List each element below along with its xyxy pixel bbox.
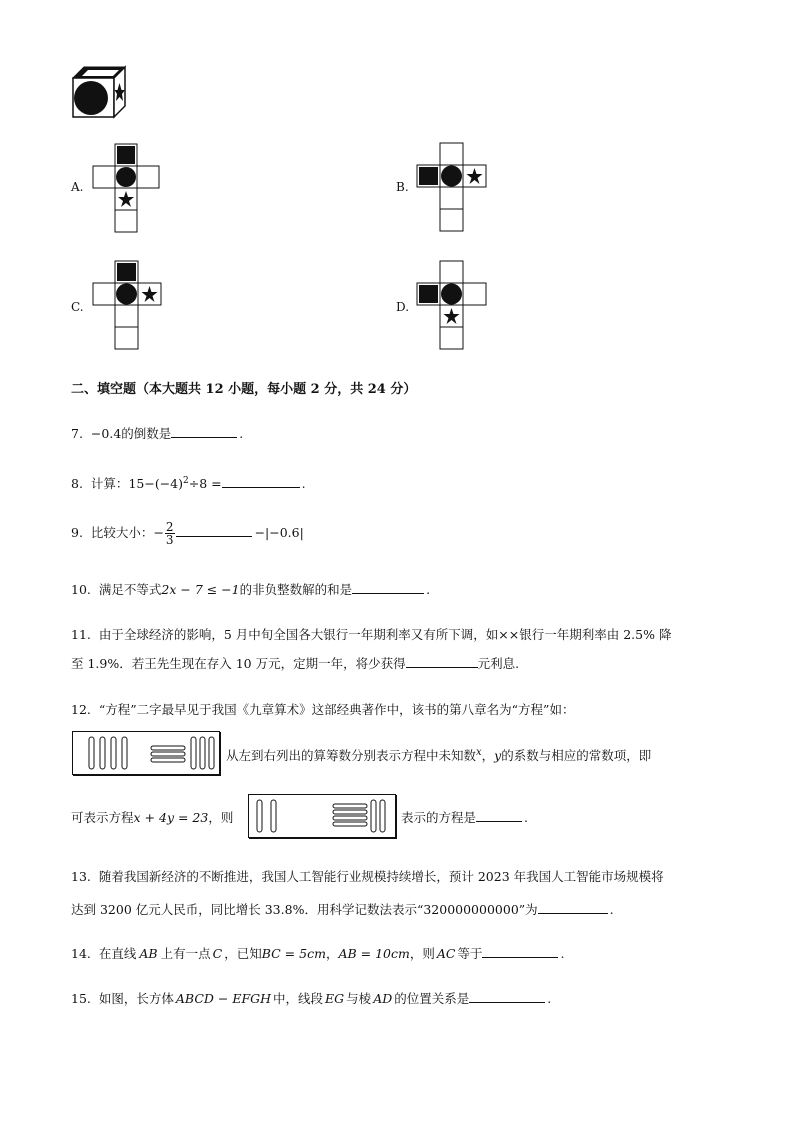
variable-x: x <box>476 746 482 758</box>
question-end: . <box>426 582 431 597</box>
cube-figure <box>70 64 130 120</box>
question-11-line-1 <box>71 625 671 643</box>
question-text: ，已知 <box>224 946 262 961</box>
answer-blank[interactable] <box>482 945 558 958</box>
question-number: 9. <box>71 525 83 540</box>
counting-rods-example <box>72 731 220 775</box>
math-expression: BC = 5cm <box>261 946 326 961</box>
answer-blank[interactable] <box>476 809 522 822</box>
circle-icon <box>116 167 136 187</box>
question-text: 等于 <box>457 946 483 961</box>
math-symbol: AD <box>373 991 393 1006</box>
question-number: 10. <box>71 582 91 597</box>
square-icon <box>419 285 438 303</box>
option-b-label: B. <box>396 180 409 194</box>
question-12-line-2 <box>226 746 651 764</box>
question-9 <box>71 521 304 546</box>
math-symbol: AC <box>436 946 456 961</box>
question-text: 与棱 <box>346 991 372 1006</box>
question-end: . <box>239 426 244 441</box>
question-text: 达到 3200 亿元人民币，同比增长 33.8%．用科学记数法表示“320000000000”为 <box>71 902 538 917</box>
circle-icon <box>441 284 462 305</box>
question-text: 元利息. <box>477 656 520 671</box>
question-number: 15. <box>71 991 91 1006</box>
question-text: 的位置关系是 <box>394 991 470 1006</box>
question-text: 比较大小： <box>90 525 154 540</box>
question-text: ，则 <box>208 810 234 825</box>
question-end: . <box>301 476 306 491</box>
math-expression: 15−(−4) <box>128 476 183 491</box>
square-icon <box>117 146 135 164</box>
question-12-line-1 <box>71 700 574 718</box>
circle-icon <box>441 166 462 187</box>
square-icon <box>419 167 438 185</box>
square-icon <box>117 263 136 281</box>
option-a-label: A. <box>71 180 84 194</box>
question-end: . <box>609 902 614 917</box>
section-title: 二、填空题（本大题共 12 小题，每小题 2 分，共 24 分） <box>71 382 417 397</box>
question-text: 在直线 <box>98 946 137 961</box>
fraction <box>165 521 175 546</box>
question-text: 计算： <box>90 476 129 491</box>
fraction-denominator: 3 <box>165 533 174 547</box>
math-expression: −|−0.6| <box>254 525 304 540</box>
answer-blank[interactable] <box>352 581 424 594</box>
minus-sign: − <box>153 525 164 540</box>
question-text: 至 1.9%．若王先生现在存入 10 万元，定期一年，将少获得 <box>71 656 406 671</box>
answer-blank[interactable] <box>406 655 478 668</box>
question-end: . <box>560 946 565 961</box>
question-number: 13. <box>71 869 91 884</box>
math-expression: ÷8 = <box>188 476 222 491</box>
question-text: ，则 <box>409 946 435 961</box>
question-14 <box>71 944 564 962</box>
question-end: . <box>547 991 552 1006</box>
question-text: 中，线段 <box>273 991 324 1006</box>
option-c-label: C. <box>71 300 84 314</box>
answer-blank[interactable] <box>469 990 545 1003</box>
question-8 <box>71 474 306 492</box>
question-text: 从左到右列出的算筹数分别表示方程中未知数 <box>226 748 477 763</box>
net-c <box>92 260 164 352</box>
option-d-label: D. <box>396 300 410 314</box>
question-number: 7. <box>71 426 83 441</box>
question-end: . <box>524 810 528 825</box>
comma: ， <box>481 748 495 763</box>
math-expression: 2x − 7 ≤ −1 <box>161 582 240 597</box>
question-text: “方程”二字最早见于我国《九章算术》这部经典著作中，该书的第八章名为“方程”如： <box>98 702 575 717</box>
net-a <box>92 143 162 233</box>
question-12-line-3b <box>401 808 528 826</box>
math-expression: −0.4 <box>90 426 122 441</box>
question-text: 的倒数是 <box>121 426 172 441</box>
question-text: 上有一点 <box>160 946 211 961</box>
answer-blank[interactable] <box>538 901 608 914</box>
question-text: 随着我国新经济的不断推进，我国人工智能行业规模持续增长，预计 2023 年我国人工智能市场规模将 <box>98 869 664 884</box>
math-symbol: AB <box>139 946 158 961</box>
question-11-line-2 <box>71 654 519 672</box>
question-text: 由于全球经济的影响，5 月中旬全国各大银行一年期利率又有所下调，如××银行一年期利率由 2.5% 降 <box>98 627 672 642</box>
math-expression: AB = 10cm <box>338 946 410 961</box>
exponent: 2 <box>183 475 189 486</box>
fraction-numerator: 2 <box>165 520 174 534</box>
counting-rods-question <box>248 794 396 838</box>
answer-blank[interactable] <box>176 524 252 537</box>
question-10 <box>71 580 430 598</box>
math-expression: x + 4y = 23 <box>133 810 209 825</box>
question-13-line-1 <box>71 867 664 885</box>
net-d <box>416 260 488 352</box>
question-number: 12. <box>71 702 91 717</box>
question-12-line-3 <box>71 808 233 826</box>
math-symbol: C <box>212 946 223 961</box>
math-expression: ABCD − EFGH <box>175 991 272 1006</box>
variable-y: y <box>494 748 502 763</box>
question-number: 11. <box>71 627 91 642</box>
question-text: 满足不等式 <box>98 582 162 597</box>
question-13-line-2 <box>71 900 614 918</box>
math-symbol: EG <box>325 991 345 1006</box>
answer-blank[interactable] <box>222 475 300 488</box>
question-number: 14. <box>71 946 91 961</box>
question-text: 的非负整数解的和是 <box>239 582 353 597</box>
question-text: ， <box>325 946 339 961</box>
question-text: 的系数与相应的常数项，即 <box>501 748 652 763</box>
question-text: 表示的方程是 <box>401 810 477 825</box>
question-text: 如图，长方体 <box>98 991 174 1006</box>
question-text: 可表示方程 <box>71 810 134 825</box>
net-b <box>416 142 488 234</box>
answer-blank[interactable] <box>171 425 237 438</box>
circle-icon <box>116 284 137 305</box>
question-7 <box>71 424 243 442</box>
question-number: 8. <box>71 476 83 491</box>
question-15 <box>71 989 551 1007</box>
